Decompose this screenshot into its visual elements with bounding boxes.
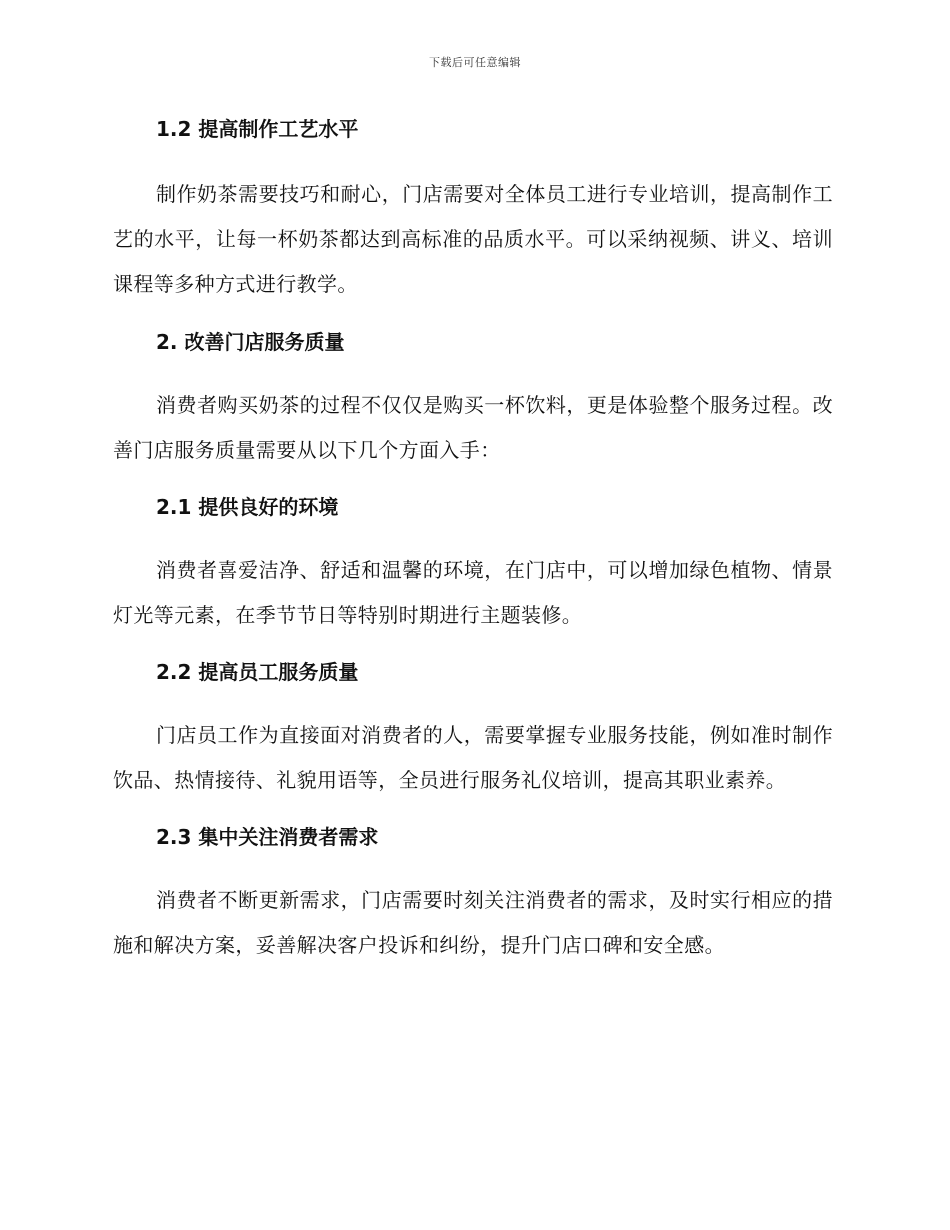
- section-heading-2: 2. 改善门店服务质量: [156, 330, 345, 354]
- section-paragraph-2-1: 消费者喜爱洁净、舒适和温馨的环境，在门店中，可以增加绿色植物、情景灯光等元素，在季节节日等特别时期进行主题装修。: [113, 558, 833, 627]
- section-heading-2-3: 2.3 集中关注消费者需求: [156, 825, 379, 849]
- header-note: 下载后可任意编辑: [429, 56, 521, 69]
- section-heading-2-2: 2.2 提高员工服务质量: [156, 660, 359, 684]
- section-paragraph-1-2: 制作奶茶需要技巧和耐心，门店需要对全体员工进行专业培训，提高制作工艺的水平，让每一杯奶茶都达到高标准的品质水平。可以采纳视频、讲义、培训课程等多种方式进行教学。: [113, 182, 833, 296]
- section-paragraph-2-3: 消费者不断更新需求，门店需要时刻关注消费者的需求，及时实行相应的措施和解决方案，妥善解决客户投诉和纠纷，提升门店口碑和安全感。: [113, 888, 833, 957]
- section-paragraph-2-2: 门店员工作为直接面对消费者的人，需要掌握专业服务技能，例如准时制作饮品、热情接待、礼貌用语等，全员进行服务礼仪培训，提高其职业素养。: [113, 723, 833, 792]
- section-heading-2-1: 2.1 提供良好的环境: [156, 495, 339, 519]
- section-paragraph-2: 消费者购买奶茶的过程不仅仅是购买一杯饮料，更是体验整个服务过程。改善门店服务质量需要从以下几个方面入手：: [113, 393, 833, 462]
- section-heading-1-2: 1.2 提高制作工艺水平: [156, 117, 359, 141]
- document-body: [113, 112, 833, 968]
